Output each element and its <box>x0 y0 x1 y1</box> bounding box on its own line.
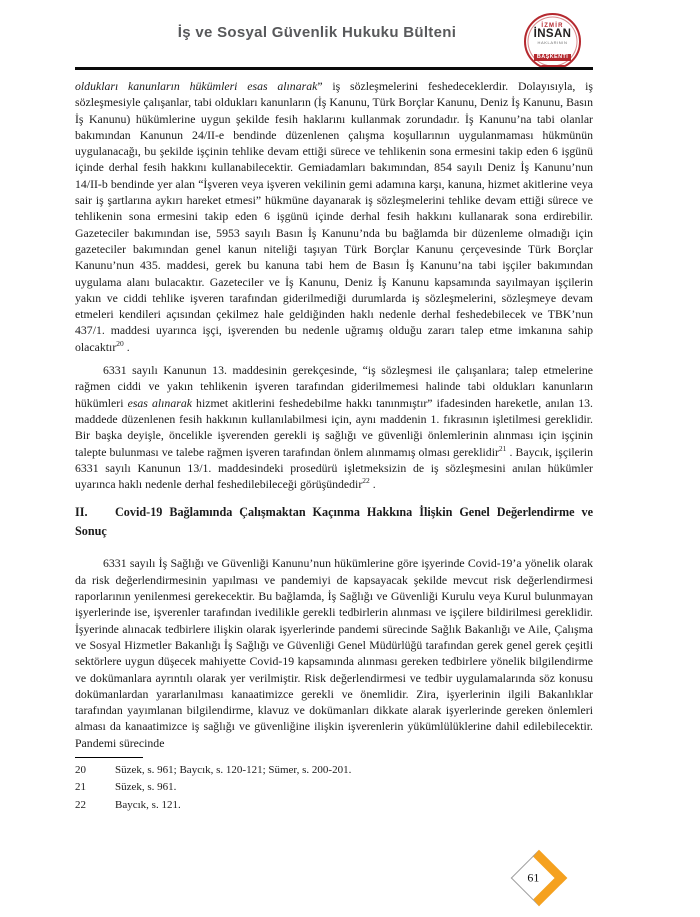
text-segment: ” iş sözleşmelerini feshedeceklerdir. Dolayısıyla, iş sözleşmesiyle çalışanlar, tabi oldukları kanunların (İş Kanunu, Türk Borçlar Kanunu, Deniz İş Kanunu, Basın İş Kanunu) hükümlerine uygun şekilde fesih haklarını kullanmak zorundadır. İş Kanunu’na tabi olanlar bakımından Kanunun 24/II-e bendinde düzenlenen çalışma koşullarının uygulanmaması hükmünün uygulanacağı, bu şekilde işçinin tehlike devam ettiği sürece ve tehlikenin sona ermesini takip eden 6 işgünü içinde derhal fesih hakkını kullanabilecektir. Gemiadamları bakımından, 854 sayılı Deniz İş Kanunu’nun 14/II-b bendinde yer alan “İşveren veya işveren vekilinin gemi adamına karşı, kanuna, hizmet akitlerine veya sair iş şartlarına aykırı hareket etmesi” hükmüne dayanarak iş sözleşmelerini tehlike devam ettiği sürece ve tehlikenin sona ermesini takip eden 6 işgünü içinde derhal fesih hakkını kullanarak sona erdirebilir. Gazeteciler bakımından ise, 5953 sayılı Basın İş Kanunu’nda bu bağlamda bir düzenleme olmadığı için gazeteciler bakımından genel kanun niteliği taşıyan Türk Borçlar Kanunu çerçevesinde Türk Borçlar Kanunu’nun 435. maddesi, gerek bu kanuna tabi hem de Basın İş Kanunu’na tabi işçiler bakımından uygulama alanı bulacaktır. Gazeteciler ve İş Kanunu, Deniz İş Kanunu kapsamında sayılmayan işçilerin yakın ve ciddi tehlike işveren tarafından giderilmediği durumlarda iş sözleşmelerini, sözleşmeye devam etmeleri kendileri açısından çekilmez hale geldiğinden haklı nedenle derhal feshedebilecek ve TBK’nun 437/1. maddesi uyarınca işçi, işverenden bu nedenle uğramış olduğu zararı talep etme imkanına sahip olacaktır <box>75 79 594 354</box>
logo-line-baskenti: BAŞKENTİ <box>534 54 571 61</box>
article-content <box>75 78 593 814</box>
page-number: 61 <box>527 870 540 885</box>
page-number-badge <box>511 850 568 907</box>
footnote-text: Süzek, s. 961. <box>115 781 177 794</box>
footnote <box>75 797 593 815</box>
page-title: İş ve Sosyal Güvenlik Hukuku Bülteni <box>177 24 457 41</box>
text-segment: . <box>369 477 376 492</box>
text-segment: oldukları kanunların hükümleri esas alınarak <box>75 79 318 93</box>
text-segment: esas alınarak <box>127 395 192 410</box>
logo-line-haklarinin: HAKLARININ <box>537 40 568 45</box>
footnotes <box>75 762 593 815</box>
footnote-text: Süzek, s. 961; Baycık, s. 120-121; Sümer, s. 200-201. <box>115 763 352 776</box>
footnote <box>75 779 593 797</box>
footnote-ref: 21 <box>498 443 507 453</box>
text-segment: 6331 sayılı Kanunun 13. maddesinin gerekçesinde, “iş sözleşmesi ile çalışanlara; talep etmelerine rağmen ciddi ve yakın tehlikenin işveren tarafından giderilmemesi halinde tabi oldukları kanunların hükümleri <box>75 363 593 410</box>
body-paragraph <box>75 362 593 492</box>
section-heading <box>75 503 593 540</box>
logo-line-insan: İNSAN <box>533 28 572 40</box>
footnote-number: 21 <box>75 781 86 794</box>
logo-line-izmir: İZMİR <box>541 23 564 29</box>
footnote-number: 20 <box>75 763 86 776</box>
body-paragraph <box>75 555 593 751</box>
izmir-insan-haklari-stamp-logo <box>524 13 581 70</box>
footnote-text: Baycık, s. 121. <box>115 798 181 811</box>
footnote-ref: 22 <box>362 476 370 486</box>
text-segment: 6331 sayılı İş Sağlığı ve Güvenliği Kanunu’nun hükümlerine göre işyerinde Covid-19’a yönelik olarak da risk değerlendirmesinin yapılması ve pandemiyi de kapsayacak şekilde mevcut risk değerlendirmesi raporlarının yenilenmesi gerekecektir. Bu bağlamda, İş Sağlığı ve Güvenliği Kurulu veya Kurul bulunmayan işyerlerinde ise, işverenler tarafından ivedilikle gerekli tedbirlerin alınması ve işçilere bildirilmesi gereklidir. İşyerinde alınacak tedbirlere ilişkin olarak işyerlerinde pandemi sürecinde Sağlık Bakanlığı ve Aile, Çalışma ve Sosyal Hizmetler Bakanlığı İş Sağlığı ve Güvenliği Genel Müdürlüğü tarafından gerek genel gerek çeşitli sektörlere uygun düşecek mahiyette Covid-19 kapsamında alınması gereken tedbirlere yönelik bilgilendirme ve dokümanlara ayrıntılı olarak yer verilmiştir. Risk değerlendirmesi ve tedbir uygulamalarında söz konusu dokümanlardan yararlanılması kanaatimizce gerekli ve önemlidir. Zira, işyerlerinin ilgili Bakanlıklar tarafından yayımlanan bilgilendirme, klavuz ve dokümanları dikkate alarak işyerlerinde gereken önlemleri alması da kanaatimizce iş sağlığı ve güvenliğine ilişkin işverenlerin yükümlülüklerine dahil edilebilecektir. Pandemi sürecinde <box>75 556 593 750</box>
footnote-separator-rule <box>75 757 143 758</box>
article-body <box>75 78 593 751</box>
section-heading-number: II. <box>75 505 88 520</box>
text-segment: hizmet akitlerini feshedebilme hakkı tanınmıştır” ifadesinden hareketle, anılan 13. maddede düzenlenen fesih hakkının kullanılabilmesi için, aynı maddenin 1. fıkrasının işletilmesi gereklidir. Bir başka deyişle, öncelikle işverenden gerekli iş sağlığı ve güvenliği önlemlerinin alınması için işçinin talepte bulunması ve talebe rağmen işveren tarafından önlem alınmamış olması gereklidir <box>75 395 593 459</box>
text-segment: . <box>123 339 130 354</box>
footnote-number: 22 <box>75 798 86 811</box>
header-divider-rule <box>75 67 593 70</box>
body-paragraph <box>75 78 593 355</box>
footnote-ref: 20 <box>116 338 124 348</box>
text-segment: . Baycık, işçilerin 6331 sayılı Kanunun 13/1. maddesindeki prosedürü işletmeksizin de iş sözleşmesini anılan hükümler uyarınca haklı nedenle derhal feshedilebileceği görüşündedir <box>75 444 593 492</box>
section-heading-title: Covid-19 Bağlamında Çalışmaktan Kaçınma Hakkına İlişkin Genel Değerlendirme ve Sonuç <box>75 505 593 538</box>
footnote <box>75 762 593 780</box>
